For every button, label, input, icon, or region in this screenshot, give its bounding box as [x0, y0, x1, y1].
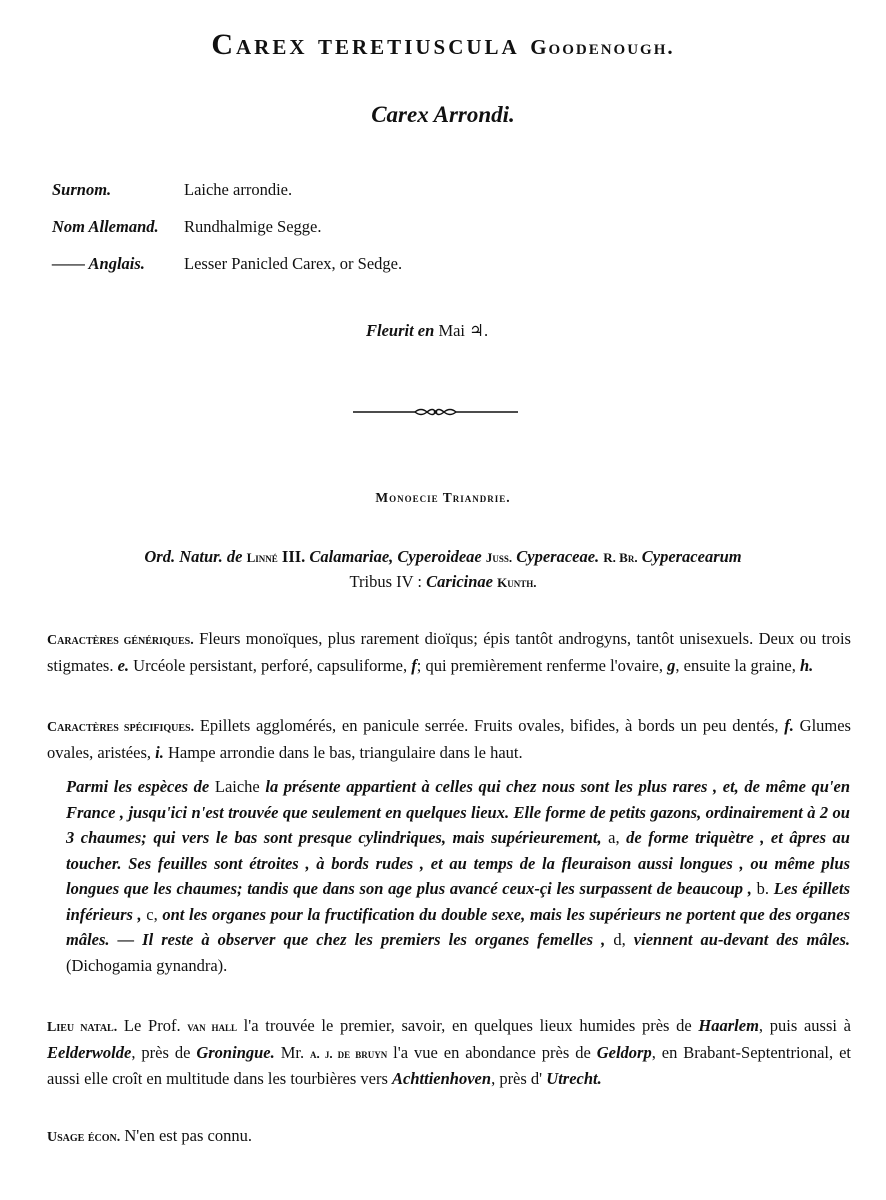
ornamental-divider-icon [353, 404, 518, 420]
description-text: ont les organes pour la fructification du double sexe, mais les supérieurs ne portent que des organes mâles. — Il reste à observer que chez les premiers les organes femelles , [66, 904, 851, 949]
figure-ref: g [667, 656, 676, 675]
ord-number: III. [281, 547, 306, 566]
locality-text: , près d' [491, 1069, 547, 1088]
generic-characters [47, 626, 851, 678]
flowering-month: Mai [438, 321, 466, 340]
perennial-symbol: ♃. [469, 321, 489, 340]
ord-juss: Juss. [485, 550, 513, 565]
specific-text: Epillets agglomérés, en panicule serrée. Fruits ovales, bifides, à bords un peu dentés, [194, 716, 785, 735]
locality-text: , en Brabant-Septentrional, et aussi elle croît en multitude dans les tourbières vers [47, 1043, 851, 1088]
description-text: Parmi les espèces de [66, 777, 210, 796]
locality-text: , puis aussi à [758, 1016, 851, 1035]
name-value: Rundhalmige Segge. [184, 217, 322, 236]
linnaean-class: Monoecie Triandrie. [375, 490, 511, 505]
figure-ref: i. [155, 743, 164, 762]
name-label: Nom Allemand. [52, 217, 159, 236]
place-name: Haarlem [698, 1016, 759, 1035]
place-name: Groningue. [196, 1043, 275, 1062]
flowering-label: Fleurit en [366, 321, 435, 340]
ord-cyperaceae: Cyperaceae. [516, 547, 600, 566]
specific-text: Glumes ovales, aristées, [47, 716, 851, 762]
description-text: Les épillets inférieurs , [66, 879, 851, 924]
ord-rbr: R. Br. [603, 550, 638, 565]
specific-text: Hampe arrondie dans le bas, triangulaire dans le haut. [163, 743, 523, 762]
figure-ref: e. [117, 656, 130, 675]
description-text: viennent au-devant des mâles. [633, 930, 851, 949]
name-label: —— Anglais. [52, 254, 145, 273]
ord-caricinae: Caricinae [426, 572, 493, 591]
generic-text: , ensuite la graine, [675, 656, 800, 675]
native-locality [47, 1013, 851, 1091]
ord-tribus: Tribus IV : [349, 572, 422, 591]
natural-order [30, 545, 856, 595]
usage-text: N'en est pas connu. [120, 1126, 252, 1145]
french-name: Carex Arrondi. [371, 102, 515, 127]
person-name: a. j. de bruyn [310, 1046, 388, 1061]
title-author: Goodenough. [530, 35, 675, 59]
ord-label: Ord. Natur. de [144, 547, 243, 566]
generic-text: Fleurs monoïques, plus rarement dioïqus; épis tantôt androgyns, tantôt unisexuels. Deux ou trois stigmates. [47, 629, 851, 675]
description-text: (Dichogamia gynandra). [66, 955, 228, 975]
place-name: Utrecht. [546, 1069, 602, 1088]
locality-text: , près de [131, 1043, 197, 1062]
figure-ref: b. [756, 879, 770, 898]
description-text: la présente appartient à celles qui chez nous sont les plus rares , et, de même qu'en France , jusqu'ici n'est trouvée que seulement en quelques lieux. Elle forme de petits gazons, ordinairement à 2 ou 3 chaumes; qui vers le bas sont presque cylindriques, mais supérieurement, [66, 777, 851, 847]
place-name: Achttienhoven [392, 1069, 492, 1088]
ord-linne: Linné [246, 550, 278, 565]
name-value: Lesser Panicled Carex, or Sedge. [184, 254, 403, 273]
specific-lead: Caractères spécifiques. [47, 720, 195, 735]
place-name: Eelderwolde [47, 1043, 132, 1062]
description-text: Laiche [214, 777, 260, 796]
figure-ref: h. [800, 656, 814, 675]
flowering-time [366, 321, 488, 341]
name-value: Laiche arrondie. [184, 180, 293, 199]
figure-ref: a, [608, 828, 620, 847]
ord-calamariae: Calamariae, Cyperoideae [309, 547, 482, 566]
name-label: Surnom. [52, 180, 112, 199]
usage-lead: Usage écon. [47, 1130, 121, 1145]
ord-cyperacearum: Cyperacearum [641, 547, 742, 566]
figure-ref: c, [146, 904, 158, 924]
economic-usage [47, 1123, 851, 1150]
generic-text: Urcéole persistant, perforé, capsuliforme, [129, 656, 412, 675]
description-text: de forme triquètre , et âpres au toucher. Ses feuilles sont étroites , à bords rudes , et au temps de la fleuraison aussi longues , ou même plus longues que les chaumes; tandis que dans son age plus avancé ceux-çi les surpassent de beaucoup , [66, 828, 850, 898]
locality-text: Le Prof. [117, 1016, 188, 1035]
locality-text: l'a trouvée le premier, savoir, en quelques lieux humides près de [236, 1016, 699, 1035]
specific-characters [47, 713, 851, 765]
locality-lead: Lieu natal. [47, 1020, 118, 1035]
ord-kunth: Kunth. [497, 575, 537, 590]
figure-ref: f [411, 656, 417, 675]
description [66, 774, 850, 978]
title-genus: Carex teretiuscula [211, 28, 520, 61]
figure-ref: d, [613, 930, 626, 949]
figure-ref: f. [784, 716, 794, 735]
locality-text: Mr. [274, 1043, 311, 1062]
person-name: van hall [187, 1019, 237, 1034]
place-name: Geldorp [596, 1043, 652, 1062]
locality-text: l'a vue en abondance près de [387, 1043, 597, 1062]
page-title [0, 28, 886, 62]
generic-text: ; qui premièrement renferme l'ovaire, [416, 656, 668, 675]
generic-lead: Caractères génériques. [47, 633, 194, 648]
